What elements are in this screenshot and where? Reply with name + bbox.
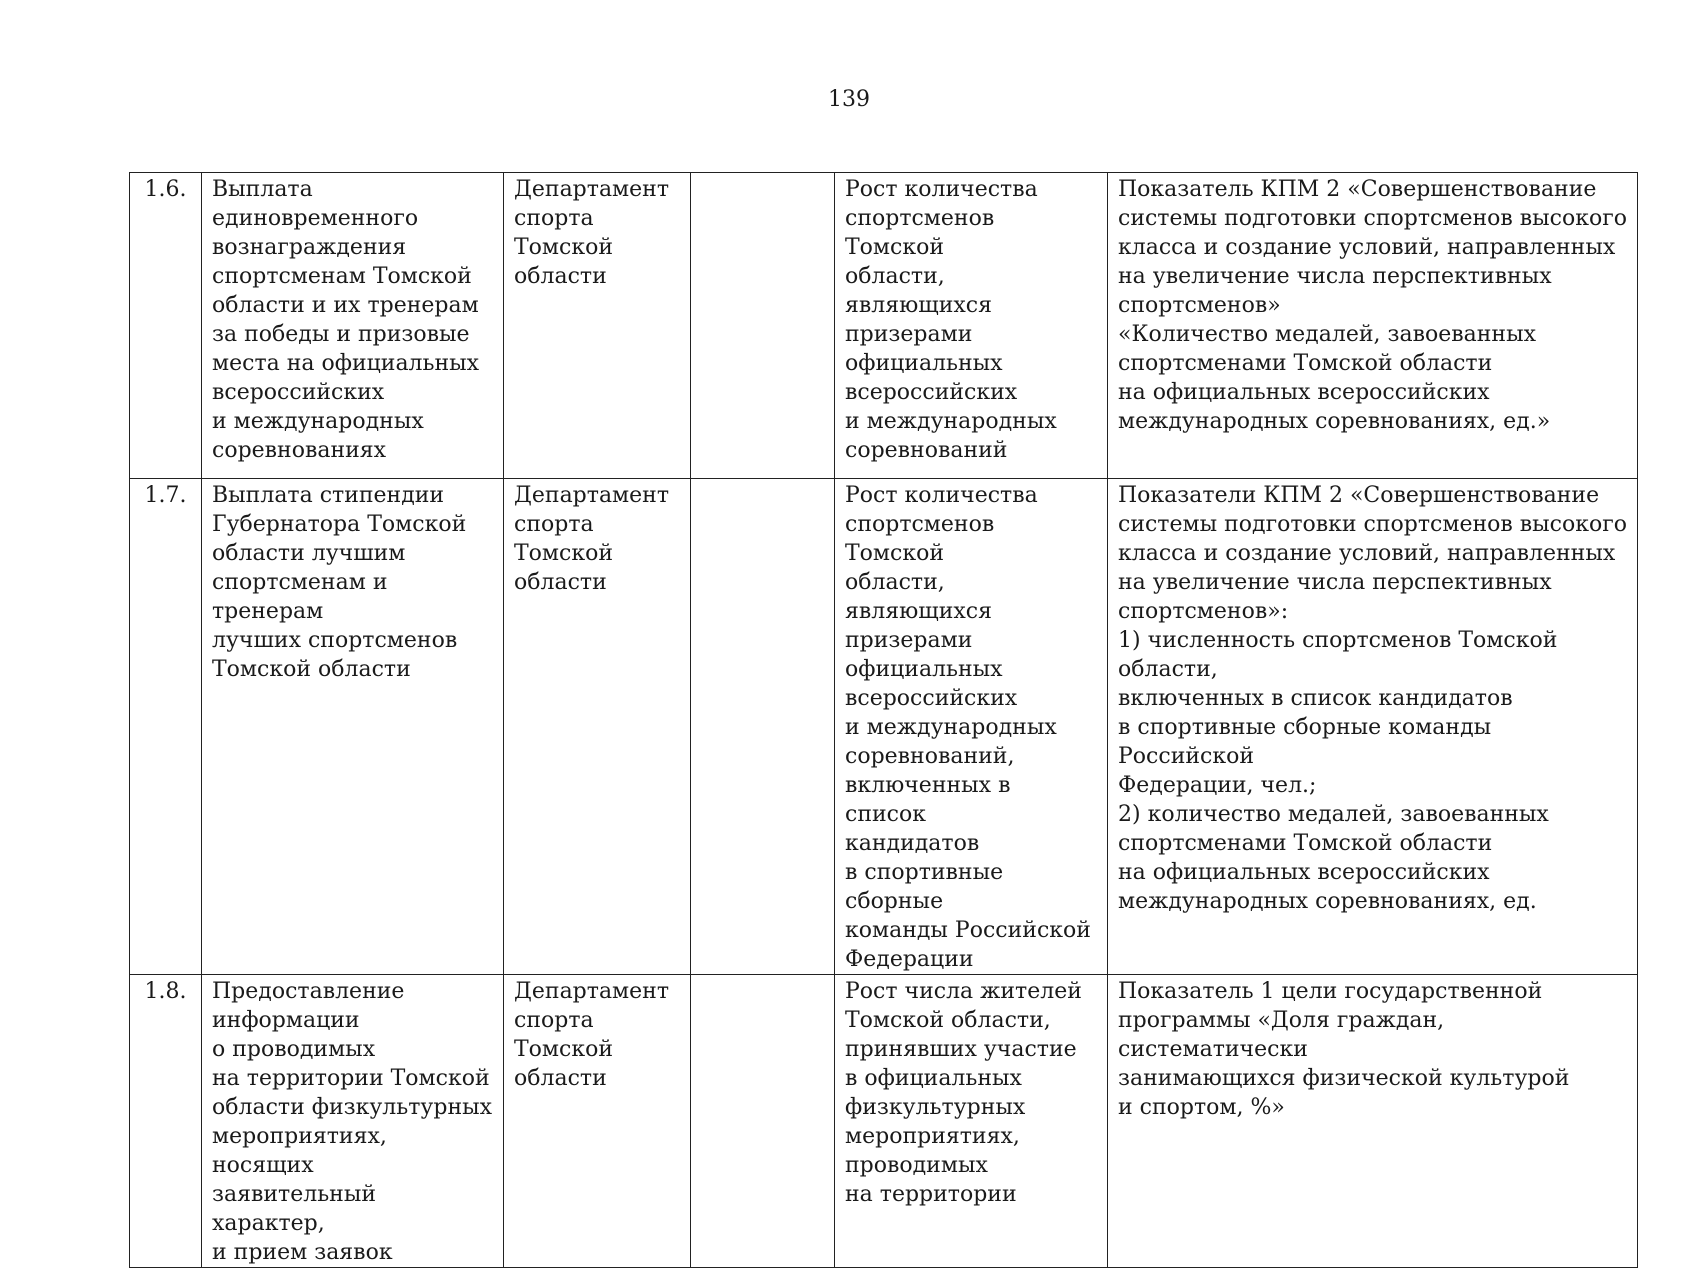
period-cell: [691, 173, 835, 479]
indicator-cell: Показатели КПМ 2 «Совершенствование системы подготовки спортсменов высокого класса и создание условий, направленных на увеличение числа перспективных спортсменов»: 1) численность спортсменов Томской области, включенных в список кандидатов в спортивные сборные команды Российской Федерации, чел.; 2) количество медалей, завоеванных спортсменами Томской области на официальных всероссийских международных соревнованиях, ед.: [1108, 479, 1638, 975]
measure-cell: Выплата стипендии Губернатора Томской области лучшим спортсменам и тренерам лучших спортсменов Томской области: [202, 479, 504, 975]
table-row: [130, 479, 1638, 975]
result-cell: Рост количества спортсменов Томской области, являющихся призерами официальных всероссийских и международных соревнований: [835, 173, 1108, 479]
row-number-cell: 1.8.: [130, 975, 202, 1268]
table-row: [130, 173, 1638, 479]
result-cell: Рост числа жителей Томской области, принявших участие в официальных физкультурных мероприятиях, проводимых на территории: [835, 975, 1108, 1268]
measure-cell: Выплата единовременного вознаграждения спортсменам Томской области и их тренерам за победы и призовые места на официальных всероссийских и международных соревнованиях: [202, 173, 504, 479]
executor-cell: Департамент спорта Томской области: [504, 975, 691, 1268]
period-cell: [691, 479, 835, 975]
result-cell: Рост количества спортсменов Томской области, являющихся призерами официальных всероссийских и международных соревнований, включенных в список кандидатов в спортивные сборные команды Российской Федерации: [835, 479, 1108, 975]
row-number-cell: 1.7.: [130, 479, 202, 975]
page-number: 139: [828, 87, 870, 112]
indicator-cell: Показатель 1 цели государственной программы «Доля граждан, систематически занимающихся физической культурой и спортом, %»: [1108, 975, 1638, 1268]
measure-cell: Предоставление информации о проводимых на территории Томской области физкультурных мероприятиях, носящих заявительный характер, и прием заявок: [202, 975, 504, 1268]
table-row: [130, 975, 1638, 1268]
period-cell: [691, 975, 835, 1268]
indicator-cell: Показатель КПМ 2 «Совершенствование системы подготовки спортсменов высокого класса и создание условий, направленных на увеличение числа перспективных спортсменов» «Количество медалей, завоеванных спортсменами Томской области на официальных всероссийских международных соревнованиях, ед.»: [1108, 173, 1638, 479]
row-number-cell: 1.6.: [130, 173, 202, 479]
measures-table: [129, 172, 1638, 1268]
executor-cell: Департамент спорта Томской области: [504, 479, 691, 975]
executor-cell: Департамент спорта Томской области: [504, 173, 691, 479]
